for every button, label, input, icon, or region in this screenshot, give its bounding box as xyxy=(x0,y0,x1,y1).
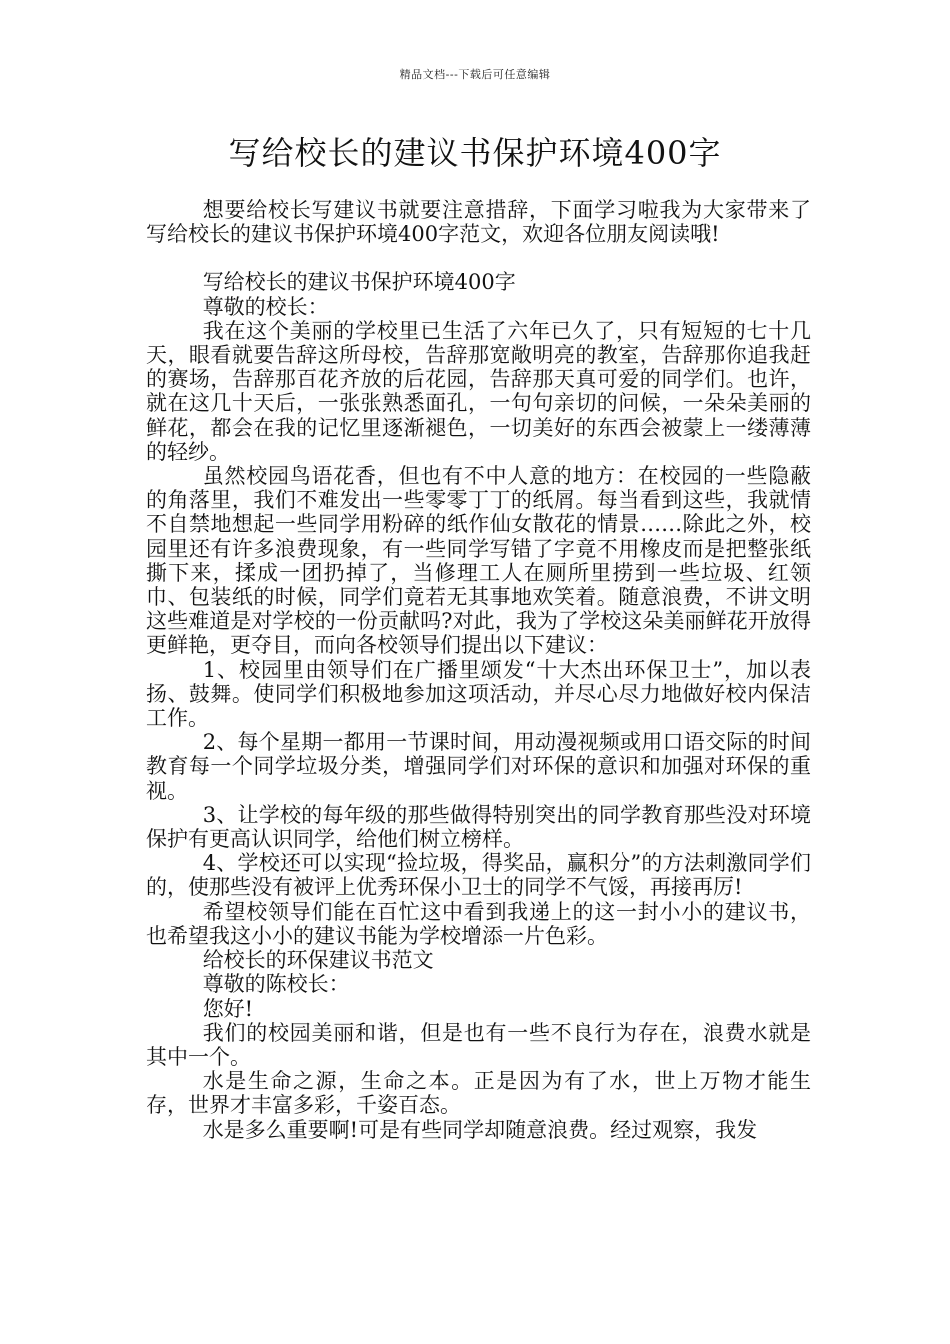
suggestion-item-4: 4、学校还可以实现“捡垃圾，得奖品，赢积分”的方法刺激同学们的，使那些没有被评上优秀环保小卫士的同学不气馁，再接再厉! xyxy=(146,851,811,900)
salutation-2: 尊敬的陈校长： xyxy=(202,972,350,997)
suggestion-item-2: 2、每个星期一都用一节课时间，用动漫视频或用口语交际的时间教育每一个同学垃圾分类，增强同学们对环保的意识和加强对环保的重视。 xyxy=(146,730,811,803)
closing-paragraph: 希望校领导们能在百忙这中看到我递上的这一封小小的建议书，也希望我这小小的建议书能为学校增添一片色彩。 xyxy=(146,899,811,948)
body-paragraph: 水是多么重要啊!可是有些同学却随意浪费。经过观察，我发 xyxy=(202,1117,758,1142)
intro-paragraph: 想要给校长写建议书就要注意措辞，下面学习啦我为大家带来了写给校长的建议书保护环境400字范文，欢迎各位朋友阅读哦! xyxy=(146,198,811,247)
document-body xyxy=(146,198,811,1142)
document-title: 写给校长的建议书保护环境400字 xyxy=(228,134,722,172)
body-paragraph: 水是生命之源，生命之本。正是因为有了水，世上万物才能生存，世界才丰富多彩，千姿百态。 xyxy=(146,1069,811,1118)
salutation-1: 尊敬的校长： xyxy=(202,294,329,319)
suggestion-item-3: 3、让学校的每年级的那些做得特别突出的同学教育那些没对环境保护有更高认识同学，给他们树立榜样。 xyxy=(146,802,811,852)
body-paragraph: 我在这个美丽的学校里已生活了六年已久了，只有短短的七十几天，眼看就要告辞这所母校，告辞那宽敞明亮的教室，告辞那你追我赶的赛场，告辞那百花齐放的后花园，告辞那天真可爱的同学们。也许，就在这几十天后，一张张熟悉面孔，一句句亲切的问候，一朵朵美丽的鲜花，都会在我的记忆里逐渐褪色，一切美好的东西会被蒙上一缕薄薄的轻纱。 xyxy=(146,318,811,464)
section-heading-2: 给校长的环保建议书范文 xyxy=(202,948,434,973)
body-paragraph: 虽然校园鸟语花香，但也有不中人意的地方：在校园的一些隐蔽的角落里，我们不难发出一些零零丁丁的纸屑。每当看到这些，我就情不自禁地想起一些同学用粉碎的纸作仙女散花的情景……除此之外，校园里还有许多浪费现象，有一些同学写错了字竟不用橡皮而是把整张纸撕下来，揉成一团扔掉了，当修理工人在厕所里捞到一些垃圾、红领巾、包装纸的时候，同学们竟若无其事地欢笑着。随意浪费，不讲文明这些难道是对学校的一份贡献吗?对此，我为了学校这朵美丽鲜花开放得更鲜艳，更夺目，而向各校领导们提出以下建议： xyxy=(146,464,811,658)
greeting: 您好! xyxy=(202,996,254,1021)
section-heading-1: 写给校长的建议书保护环境400字 xyxy=(202,270,516,295)
body-paragraph: 我们的校园美丽和谐，但是也有一些不良行为存在，浪费水就是其中一个。 xyxy=(146,1020,811,1069)
header-note: 精品文档---下载后可任意编辑 xyxy=(399,68,551,81)
suggestion-item-1: 1、校园里由领导们在广播里颂发“十大杰出环保卫士”，加以表扬、鼓舞。使同学们积极地参加这项活动，并尽心尽力地做好校内保洁工作。 xyxy=(146,657,811,731)
